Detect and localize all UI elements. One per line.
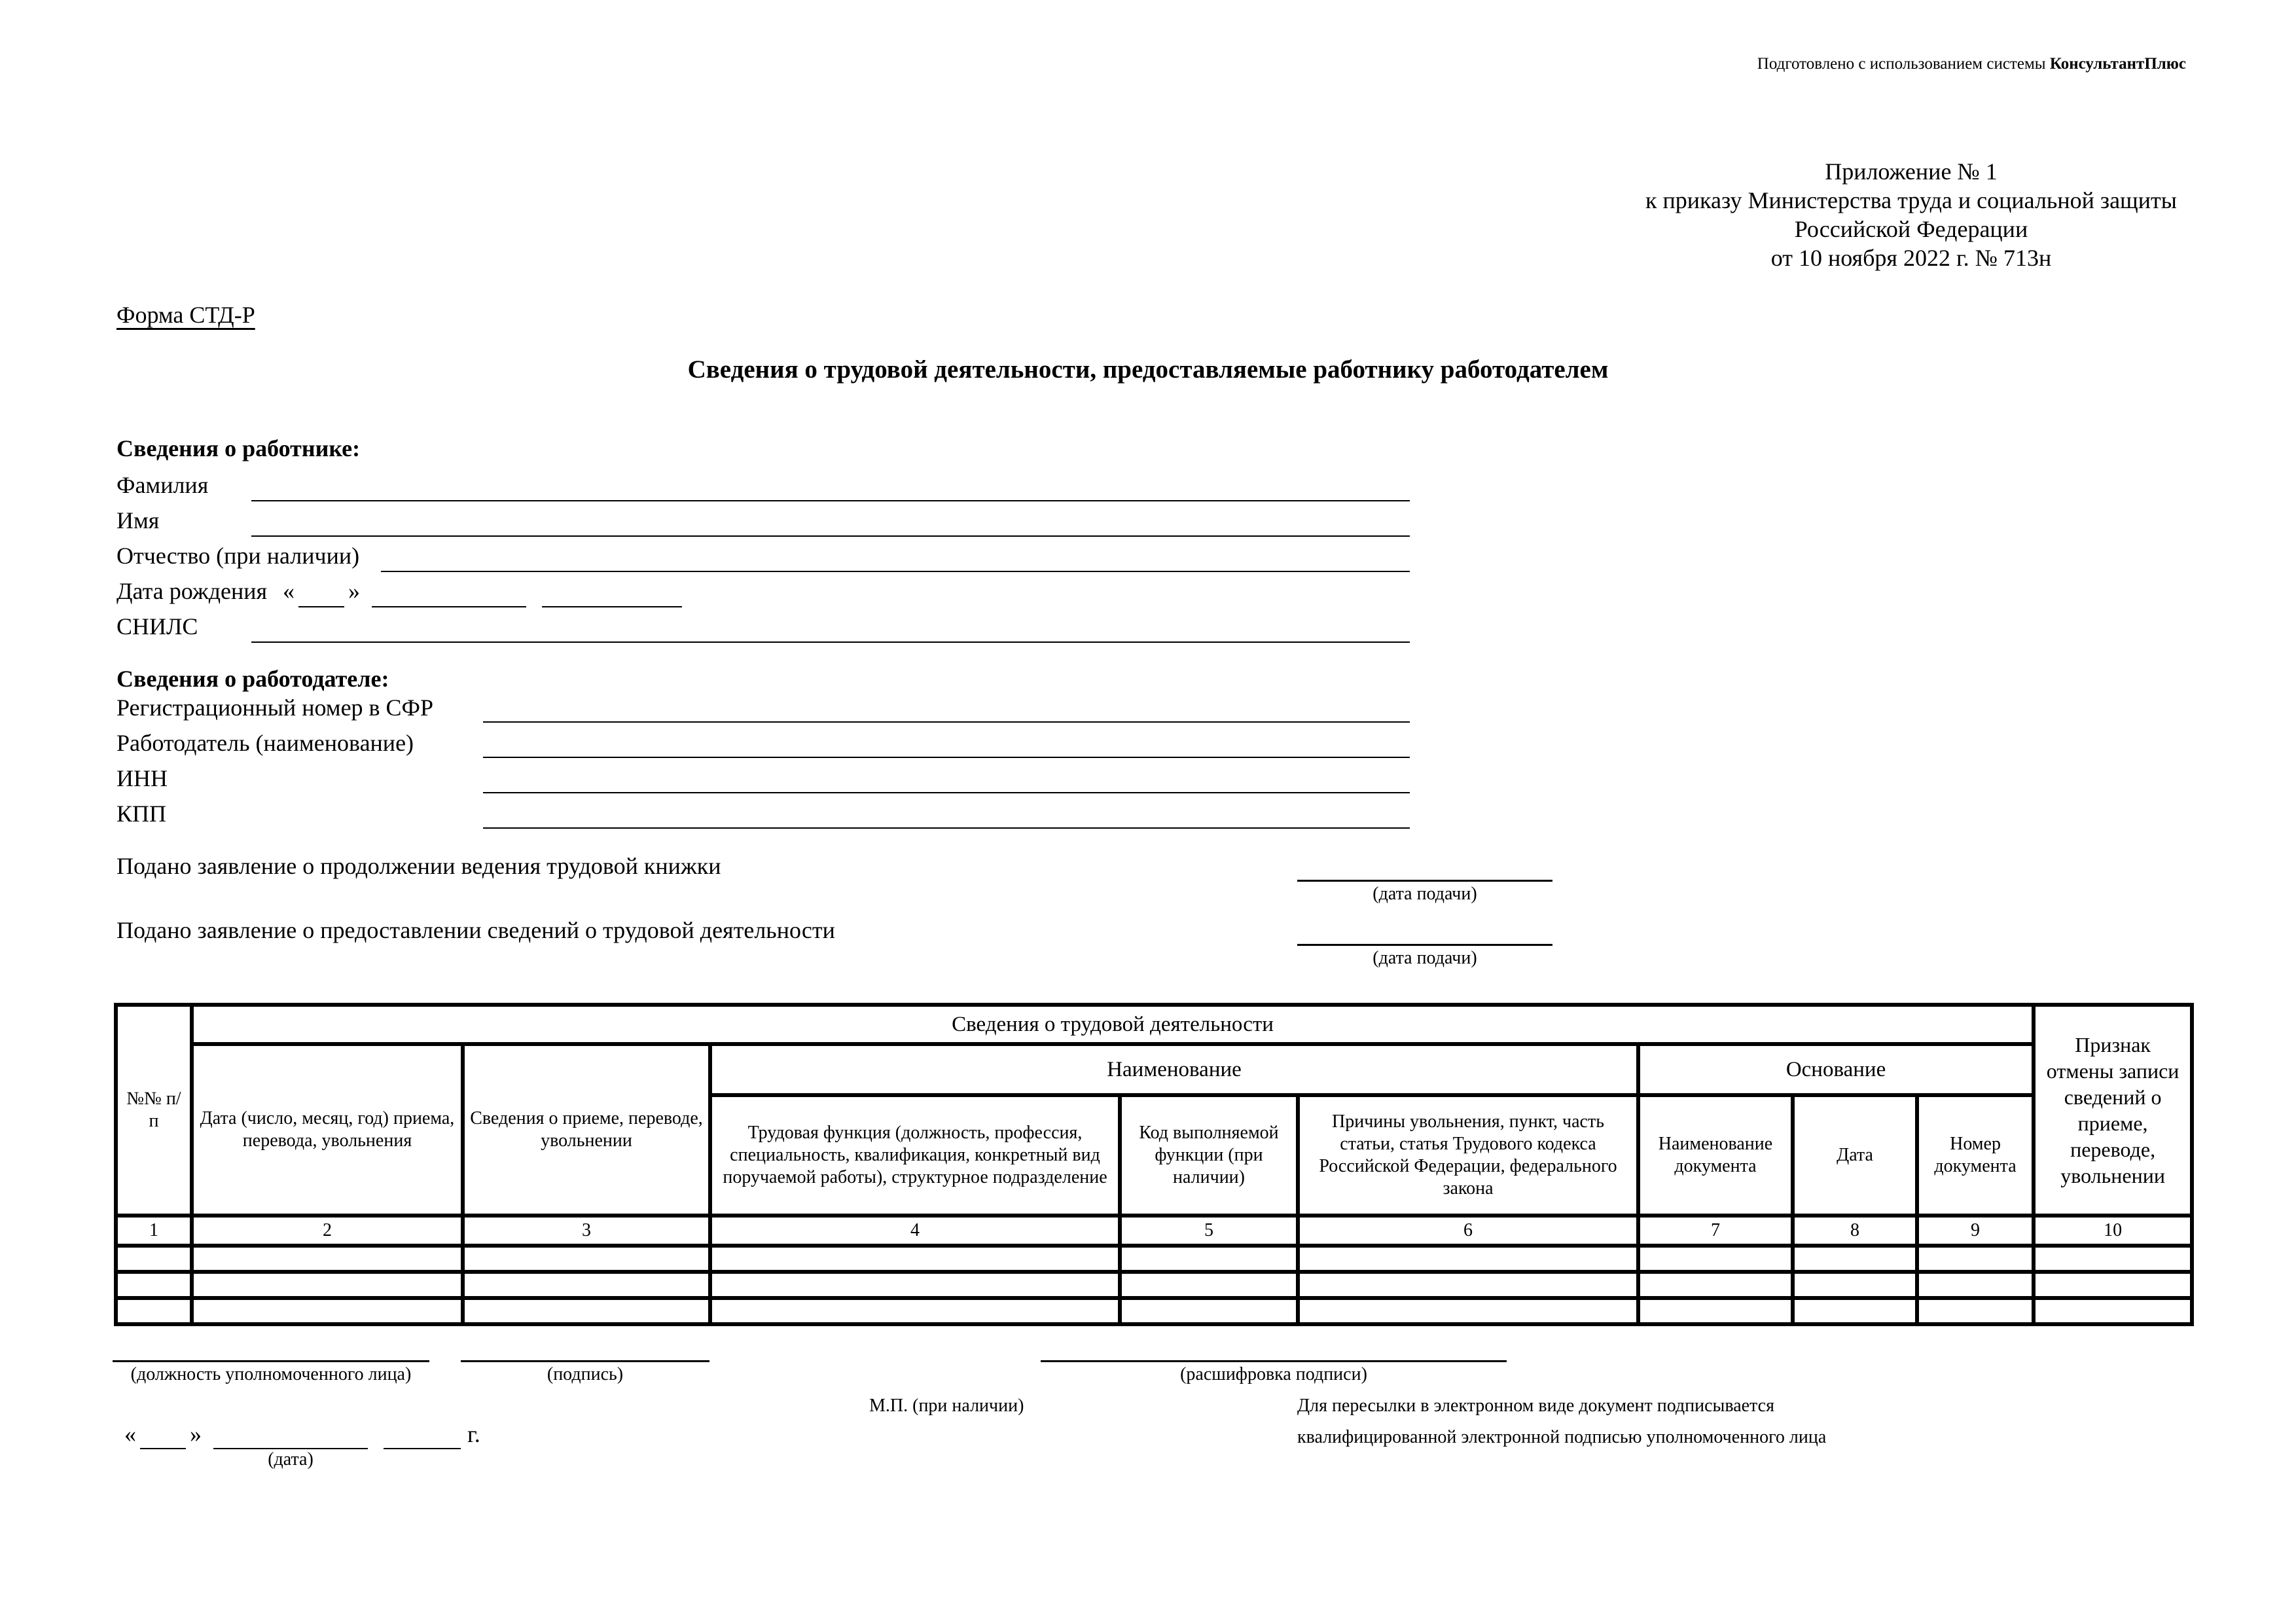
col-code-header: Код выполняемой функции (при наличии) bbox=[1120, 1095, 1298, 1216]
col-info-header: Сведения о приеме, переводе, увольнении bbox=[463, 1044, 710, 1216]
birth-date-label: Дата рождения bbox=[117, 578, 268, 604]
column-number: 5 bbox=[1120, 1216, 1298, 1246]
surname-label: Фамилия bbox=[117, 472, 209, 498]
col-num-header: №№ п/п bbox=[116, 1005, 192, 1216]
table-cell[interactable] bbox=[463, 1298, 710, 1324]
col-reasons-header: Причины увольнения, пункт, часть статьи, статья Трудового кодекса Российской Федерации, федерального закона bbox=[1298, 1095, 1638, 1216]
col-doc-name-header: Наименование документа bbox=[1638, 1095, 1793, 1216]
basis-group-header: Основание bbox=[1638, 1044, 2034, 1095]
signature-caption: (подпись) bbox=[547, 1364, 624, 1384]
position-caption: (должность уполномоченного лица) bbox=[130, 1364, 412, 1384]
appendix-line: от 10 ноября 2022 г. № 713н bbox=[1770, 245, 2052, 271]
table-cell[interactable] bbox=[192, 1298, 463, 1324]
table-cell[interactable] bbox=[192, 1246, 463, 1272]
col-cancel-header: Признак отмены записи сведений о приеме, переводе, увольнении bbox=[2034, 1005, 2192, 1216]
appendix-line: Российской Федерации bbox=[1794, 216, 2028, 242]
continue-book-date-caption: (дата подачи) bbox=[1372, 884, 1477, 904]
table-row bbox=[116, 1272, 2192, 1298]
decoding-field[interactable] bbox=[1041, 1360, 1507, 1362]
document-title: Сведения о трудовой деятельности, предоставляемые работнику работодателем bbox=[687, 355, 1609, 384]
table-cell[interactable] bbox=[1298, 1298, 1638, 1324]
table-row bbox=[116, 1298, 2192, 1324]
inn-label: ИНН bbox=[117, 765, 168, 791]
position-field[interactable] bbox=[113, 1360, 429, 1362]
table-cell[interactable] bbox=[1638, 1298, 1793, 1324]
provide-info-date-field[interactable] bbox=[1297, 944, 1552, 946]
patronymic-label: Отчество (при наличии) bbox=[117, 543, 360, 569]
prepared-note bbox=[1757, 55, 2186, 73]
col-doc-number-header: Номер документа bbox=[1917, 1095, 2034, 1216]
patronymic-field[interactable] bbox=[381, 571, 1410, 572]
decoding-caption: (расшифровка подписи) bbox=[1180, 1364, 1367, 1384]
worker-heading: Сведения о работнике: bbox=[117, 435, 361, 461]
table-cell[interactable] bbox=[1298, 1272, 1638, 1298]
appendix-block bbox=[1584, 157, 2238, 272]
table-cell[interactable] bbox=[1917, 1272, 2034, 1298]
activity-table-wrap bbox=[114, 1003, 2194, 1326]
birth-day-field[interactable] bbox=[298, 606, 344, 607]
column-number: 8 bbox=[1793, 1216, 1917, 1246]
naming-group-header: Наименование bbox=[710, 1044, 1638, 1095]
table-row bbox=[116, 1246, 2192, 1272]
form-label: Форма СТД-Р bbox=[117, 302, 255, 328]
table-cell[interactable] bbox=[1638, 1272, 1793, 1298]
table-cell[interactable] bbox=[463, 1246, 710, 1272]
table-cell[interactable] bbox=[1120, 1272, 1298, 1298]
column-number: 7 bbox=[1638, 1216, 1793, 1246]
table-cell[interactable] bbox=[710, 1246, 1120, 1272]
stamp-note: М.П. (при наличии) bbox=[869, 1396, 1024, 1416]
employer-heading: Сведения о работодателе: bbox=[117, 666, 389, 692]
table-cell[interactable] bbox=[1917, 1298, 2034, 1324]
snils-field[interactable] bbox=[251, 641, 1410, 643]
table-cell[interactable] bbox=[116, 1272, 192, 1298]
column-number: 10 bbox=[2034, 1216, 2192, 1246]
activity-table bbox=[114, 1003, 2194, 1326]
table-cell[interactable] bbox=[1793, 1272, 1917, 1298]
continue-book-label: Подано заявление о продолжении ведения трудовой книжки bbox=[117, 853, 721, 879]
sign-year-field[interactable] bbox=[384, 1448, 461, 1449]
birth-quote-close: » bbox=[348, 578, 360, 604]
table-cell[interactable] bbox=[116, 1246, 192, 1272]
table-cell[interactable] bbox=[1917, 1246, 2034, 1272]
name-label: Имя bbox=[117, 507, 160, 533]
col-date-header: Дата (число, месяц, год) приема, перевода, увольнения bbox=[192, 1044, 463, 1216]
signature-field[interactable] bbox=[461, 1360, 709, 1362]
group-title-header: Сведения о трудовой деятельности bbox=[192, 1005, 2034, 1044]
table-cell[interactable] bbox=[2034, 1246, 2192, 1272]
table-cell[interactable] bbox=[1638, 1246, 1793, 1272]
electronic-note-line2: квалифицированной электронной подписью уполномоченного лица bbox=[1297, 1427, 1827, 1447]
table-cell[interactable] bbox=[1793, 1246, 1917, 1272]
sign-date-quote-close: » bbox=[190, 1421, 202, 1447]
table-cell[interactable] bbox=[710, 1298, 1120, 1324]
sign-year-suffix: г. bbox=[467, 1421, 480, 1447]
column-number: 2 bbox=[192, 1216, 463, 1246]
kpp-field[interactable] bbox=[483, 827, 1410, 829]
column-number: 4 bbox=[710, 1216, 1120, 1246]
electronic-note-line1: Для пересылки в электронном виде документ подписывается bbox=[1297, 1396, 1774, 1416]
birth-quote-open: « bbox=[283, 578, 295, 604]
column-number: 9 bbox=[1917, 1216, 2034, 1246]
column-number: 6 bbox=[1298, 1216, 1638, 1246]
sign-date-quote-open: « bbox=[124, 1421, 136, 1447]
surname-field[interactable] bbox=[251, 500, 1410, 501]
birth-year-field[interactable] bbox=[542, 606, 682, 607]
appendix-line: к приказу Министерства труда и социальной защиты bbox=[1645, 187, 2177, 213]
prepared-prefix: Подготовлено с использованием системы bbox=[1757, 55, 2050, 73]
name-field[interactable] bbox=[251, 535, 1410, 537]
sign-date-caption: (дата) bbox=[268, 1449, 314, 1470]
continue-book-date-field[interactable] bbox=[1297, 880, 1552, 882]
col-doc-date-header: Дата bbox=[1793, 1095, 1917, 1216]
col-function-header: Трудовая функция (должность, профессия, специальность, квалификация, конкретный вид поручаемой работы), структурное подразделение bbox=[710, 1095, 1120, 1216]
snils-label: СНИЛС bbox=[117, 613, 198, 640]
employer-name-field[interactable] bbox=[483, 757, 1410, 758]
sign-day-field[interactable] bbox=[140, 1448, 186, 1449]
prepared-brand: КонсультантПлюс bbox=[2049, 55, 2186, 73]
table-cell[interactable] bbox=[1120, 1298, 1298, 1324]
table-cell[interactable] bbox=[710, 1272, 1120, 1298]
employer-name-label: Работодатель (наименование) bbox=[117, 730, 414, 756]
provide-info-date-caption: (дата подачи) bbox=[1372, 948, 1477, 968]
table-cell[interactable] bbox=[116, 1298, 192, 1324]
provide-info-label: Подано заявление о предоставлении сведений о трудовой деятельности bbox=[117, 917, 835, 943]
birth-month-field[interactable] bbox=[372, 606, 526, 607]
column-number: 3 bbox=[463, 1216, 710, 1246]
reg-number-label: Регистрационный номер в СФР bbox=[117, 695, 434, 721]
column-number: 1 bbox=[116, 1216, 192, 1246]
table-cell[interactable] bbox=[192, 1272, 463, 1298]
inn-field[interactable] bbox=[483, 792, 1410, 793]
table-cell[interactable] bbox=[2034, 1272, 2192, 1298]
table-cell[interactable] bbox=[1120, 1246, 1298, 1272]
table-cell[interactable] bbox=[1298, 1246, 1638, 1272]
table-cell[interactable] bbox=[1793, 1298, 1917, 1324]
reg-number-field[interactable] bbox=[483, 721, 1410, 723]
table-cell[interactable] bbox=[2034, 1298, 2192, 1324]
table-cell[interactable] bbox=[463, 1272, 710, 1298]
appendix-line: Приложение № 1 bbox=[1825, 158, 1998, 185]
kpp-label: КПП bbox=[117, 801, 167, 827]
